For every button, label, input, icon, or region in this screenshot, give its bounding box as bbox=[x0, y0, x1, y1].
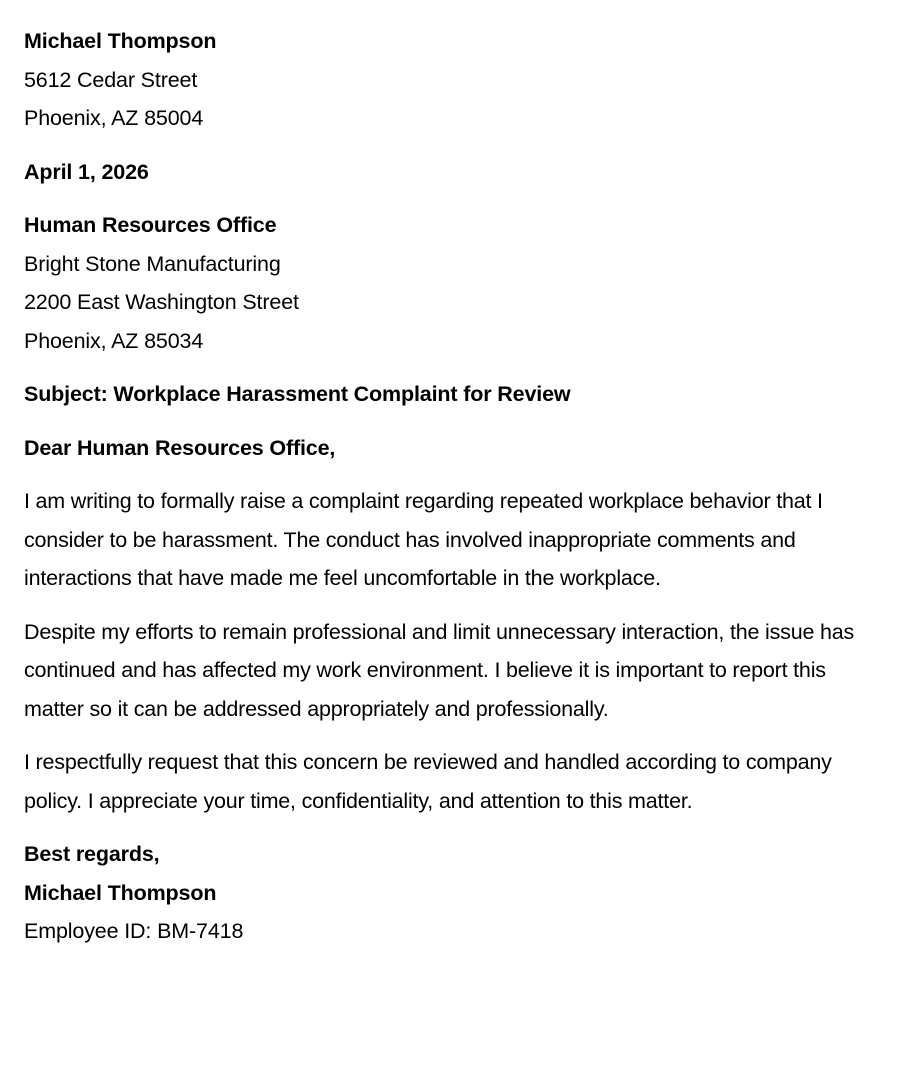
salutation-block bbox=[24, 429, 876, 468]
recipient-company: Bright Stone Manufacturing bbox=[24, 251, 281, 276]
sender-address-block bbox=[24, 22, 876, 138]
recipient-city-state-zip: Phoenix, AZ 85034 bbox=[24, 328, 204, 353]
sender-street: 5612 Cedar Street bbox=[24, 67, 198, 92]
body-paragraph-3: I respectfully request that this concern be reviewed and handled according to company policy. I appreciate your time, confidentiality, and attention to this matter. bbox=[24, 750, 832, 813]
salutation: Dear Human Resources Office, bbox=[24, 435, 336, 460]
sender-city-state-zip: Phoenix, AZ 85004 bbox=[24, 106, 204, 130]
subject-line: Subject: Workplace Harassment Complaint for Review bbox=[24, 382, 571, 406]
valediction: Best regards, bbox=[24, 842, 160, 866]
letter-date-block bbox=[24, 153, 876, 192]
body-paragraph-1: I am writing to formally raise a complaint regarding repeated workplace behavior that I consider to be harassment. The conduct has involved inappropriate comments and interactions that have made me feel uncomfortable in the workplace. bbox=[24, 489, 823, 590]
letter-date: April 1, 2026 bbox=[24, 159, 149, 184]
signer-name: Michael Thompson bbox=[24, 880, 217, 905]
recipient-address-block bbox=[24, 206, 876, 360]
body-paragraph-2: Despite my efforts to remain professional and limit unnecessary interaction, the issue has continued and has affected my work environment. I believe it is important to report this matter so it can be addressed appropriately and professionally. bbox=[24, 619, 855, 721]
employee-id: Employee ID: BM-7418 bbox=[24, 919, 244, 943]
recipient-street: 2200 East Washington Street bbox=[24, 290, 299, 314]
closing-block bbox=[24, 835, 876, 951]
recipient-department: Human Resources Office bbox=[24, 213, 277, 237]
subject-block bbox=[24, 375, 876, 414]
sender-name: Michael Thompson bbox=[24, 29, 217, 53]
